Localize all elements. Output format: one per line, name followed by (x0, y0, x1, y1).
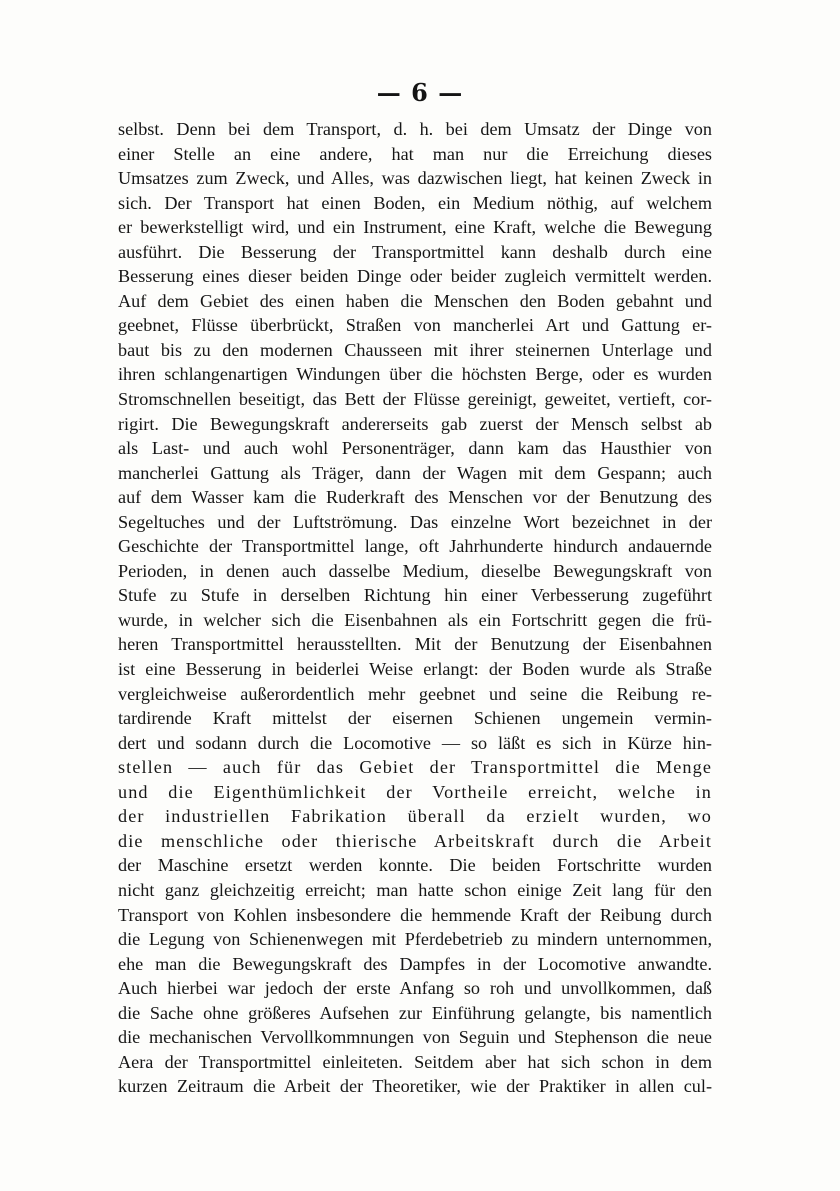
text-line: baut bis zu den modernen Chausseen mit ihrer steinernen Unterlage und (118, 339, 712, 360)
text-line-spaced: stellen — auch für das Gebiet der Transportmittel die Menge (118, 757, 712, 778)
text-line: vergleichweise außerordentlich mehr geebnet und seine die Reibung re- (118, 683, 712, 704)
text-line: Geschichte der Transportmittel lange, oft Jahrhunderte hindurch andauernde (118, 536, 712, 557)
text-line: der Maschine ersetzt werden konnte. Die beiden Fortschritte wurden (118, 855, 712, 876)
text-line: ehe man die Bewegungskraft des Dampfes in der Locomotive anwandte. (118, 953, 712, 974)
body-text (118, 117, 712, 1099)
text-line: kurzen Zeitraum die Arbeit der Theoretiker, wie der Praktiker in allen cul- (118, 1076, 712, 1097)
text-line: nicht ganz gleichzeitig erreicht; man hatte schon einige Zeit lang für den (118, 879, 712, 900)
text-line: mancherlei Gattung als Träger, dann der Wagen mit dem Gespann; auch (118, 462, 712, 483)
text-line: als Last- und auch wohl Personenträger, dann kam das Hausthier von (118, 438, 712, 459)
text-line: Segeltuches und der Luftströmung. Das einzelne Wort bezeichnet in der (118, 511, 712, 532)
text-line: Perioden, in denen auch dasselbe Medium, dieselbe Bewegungskraft von (118, 560, 712, 581)
text-line: Aera der Transportmittel einleiteten. Seitdem aber hat sich schon in dem (118, 1051, 712, 1072)
text-line: Auch hierbei war jedoch der erste Anfang so roh und unvollkommen, daß (118, 978, 712, 999)
text-line: tardirende Kraft mittelst der eisernen Schienen ungemein vermin- (118, 708, 712, 729)
text-line-spaced: der industriellen Fabrikation überall da erzielt wurden, wo (118, 806, 712, 827)
text-line-spaced: und die Eigenthümlichkeit der Vortheile erreicht, welche in (118, 781, 712, 802)
text-line: ist eine Besserung in beiderlei Weise erlangt: der Boden wurde als Straße (118, 659, 712, 680)
text-line: wurde, in welcher sich die Eisenbahnen als ein Fortschritt gegen die frü- (118, 609, 712, 630)
text-line: auf dem Wasser kam die Ruderkraft des Menschen vor der Benutzung des (118, 487, 712, 508)
text-line: Besserung eines dieser beiden Dinge oder beider zugleich vermittelt werden. (118, 266, 712, 287)
text-line: selbst. Denn bei dem Transport, d. h. bei dem Umsatz der Dinge von (118, 119, 712, 139)
text-line: Stromschnellen beseitigt, das Bett der Flüsse gereinigt, geweitet, vertieft, cor- (118, 389, 712, 410)
text-line: einer Stelle an eine andere, hat man nur die Erreichung dieses (118, 143, 712, 164)
text-line: er bewerkstelligt wird, und ein Instrument, eine Kraft, welche die Bewegung (118, 217, 712, 238)
text-line: heren Transportmittel herausstellten. Mit der Benutzung der Eisenbahnen (118, 634, 712, 655)
text-line-spaced: die menschliche oder thierische Arbeitskraft durch die Arbeit (118, 830, 712, 851)
text-line: sich. Der Transport hat einen Boden, ein Medium nöthig, auf welchem (118, 192, 712, 213)
text-line: Stufe zu Stufe in derselben Richtung hin einer Verbesserung zugeführt (118, 585, 712, 606)
page-number: — 6 — (376, 78, 464, 107)
text-line: rigirt. Die Bewegungskraft andererseits gab zuerst der Mensch selbst ab (118, 413, 712, 434)
text-line: ausführt. Die Besserung der Transportmittel kann deshalb durch eine (118, 241, 712, 262)
text-line: geebnet, Flüsse überbrückt, Straßen von mancherlei Art und Gattung er- (118, 315, 712, 336)
text-line: Transport von Kohlen insbesondere die hemmende Kraft der Reibung durch (118, 904, 712, 925)
text-line: die mechanischen Vervollkommnungen von Seguin und Stephenson die neue (118, 1027, 712, 1048)
text-line: ihren schlangenartigen Windungen über die höchsten Berge, oder es wurden (118, 364, 712, 385)
text-line: die Legung von Schienenwegen mit Pferdebetrieb zu mindern unternommen, (118, 929, 712, 950)
text-line: Umsatzes zum Zweck, und Alles, was dazwischen liegt, hat keinen Zweck in (118, 168, 712, 189)
text-line: Auf dem Gebiet des einen haben die Menschen den Boden gebahnt und (118, 290, 712, 311)
text-line: die Sache ohne größeres Aufsehen zur Einführung gelangte, bis namentlich (118, 1002, 712, 1023)
text-line: dert und sodann durch die Locomotive — so läßt es sich in Kürze hin- (118, 732, 712, 753)
